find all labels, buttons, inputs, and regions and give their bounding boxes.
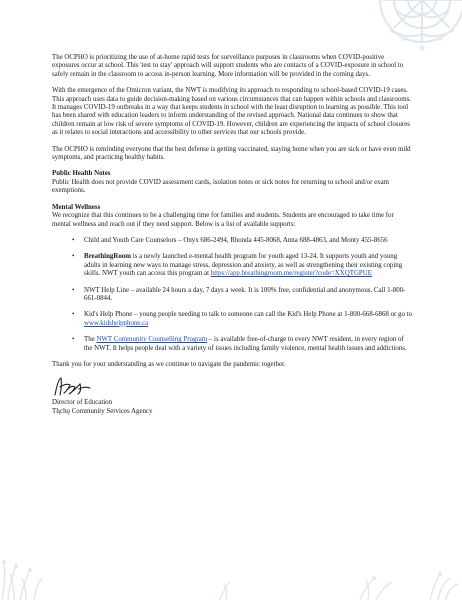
list-item-nwt-help-line: [72, 286, 412, 304]
community-counselling-link[interactable]: NWT Community Counselling Program: [96, 336, 208, 344]
letter-body: [52, 54, 412, 416]
bullet-icon: •: [72, 286, 75, 294]
paragraph-rapid-tests: The OCPHO is prioritizing the use of at-home rapid tests for surveillance purposes in classrooms when COVID-positive exposures occur at school. This 'test to stay' approach will support students who are contacts of a COVID-exposure in school to safely remain in the classroom to access in-person learning. More information will be provided in the coming days.: [52, 54, 404, 78]
handwritten-signature: [52, 375, 92, 399]
signatory-title: Director of Education: [52, 399, 113, 407]
paragraph-omicron: With the emergence of the Omicron variant, the NWT is modifying its approach to responding to school-based COVID-19 cases. This approach uses data to guide decision-making based on various circumstances that can happen within schools and classrooms. It manages COVID-19 outbreaks in a way that keeps students in school with the least disruption to learning as possible. This tool has been shared with education leaders to inform understanding of the revised approach. National data continues to show that children remain at low risk of severe symptoms of COVID-19. However, children are experiencing the impacts of school closures as it relates to social interactions and accessibility to other services that our schools provide.: [52, 87, 411, 137]
counselling-text: – is available free-of-charge to every NWT resident, in every region of the NWT. It helps people deal with a variety of issues including family violence, mental health issues and addictions.: [84, 336, 407, 352]
bullet-icon: •: [72, 236, 75, 244]
paragraph-public-health: Public Health does not provide COVID assessment cards, isolation notes or sick notes for returning to school and/or exam exemptions.: [52, 178, 390, 195]
grass-decoration: [0, 540, 462, 600]
bullet-icon: •: [72, 336, 75, 344]
supports-list: [52, 237, 412, 353]
heading-mental-wellness: Mental Wellness: [52, 203, 101, 211]
paragraph-vaccination: The OCPHO is reminding everyone that the best defense is getting vaccinated, staying home when you are sick or have even mild symptoms, and practicing healthy habits.: [52, 145, 411, 162]
counselling-pre-text: The: [84, 336, 97, 344]
kids-help-phone-link[interactable]: www.kidshelpphone.ca: [84, 319, 149, 327]
list-item-child-youth-care: [72, 236, 412, 245]
breathingroom-name: BreathingRoom: [84, 253, 131, 261]
breathingroom-text: is a newly launched e-mental health program for youth aged 13-24. It supports youth and young adults in learning new ways to manage stress, depression and anxiety, as well as strengthening their existing coping skills. NWT youth can access this program at: [84, 253, 403, 278]
help-line-text: NWT Help Line – available 24 hours a day, 7 days a week. It is 100% free, confidential and anonymous. Call 1-800-661-0844.: [84, 286, 406, 302]
bullet-icon: •: [72, 253, 75, 261]
kids-help-phone-text: Kid's Help Phone – young people needing to talk to someone can call the Kid's Help Phone at 1-800-668-6868 or go to: [84, 311, 413, 319]
list-item-kids-help-phone: [72, 311, 413, 328]
paragraph-closing: Thank you for your understanding as we continue to navigate the pandemic together.: [52, 360, 286, 368]
snowflake-decoration: [312, 0, 462, 55]
signatory-agency: Tłı̨chǫ Community Services Agency: [52, 407, 153, 415]
bullet-icon: •: [72, 311, 75, 319]
heading-public-health: Public Health Notes: [52, 170, 111, 178]
breathingroom-link[interactable]: https://app.breathingroom.me/register?code=XXQTGPUE: [210, 270, 372, 278]
list-item-community-counselling: [72, 336, 412, 353]
child-youth-care-text: Child and Youth Care Counselors – Onyx 686-2494, Rhonda 445-8068, Anna 688-4863, and Monty 455-8656: [84, 236, 388, 244]
paragraph-mental-wellness-intro: We recognize that this continues to be a challenging time for families and students. Students are encouraged to take time for mental wellness and reach out if they need support. Below is a list of available supports:: [52, 212, 394, 228]
list-item-breathingroom: [72, 253, 412, 278]
